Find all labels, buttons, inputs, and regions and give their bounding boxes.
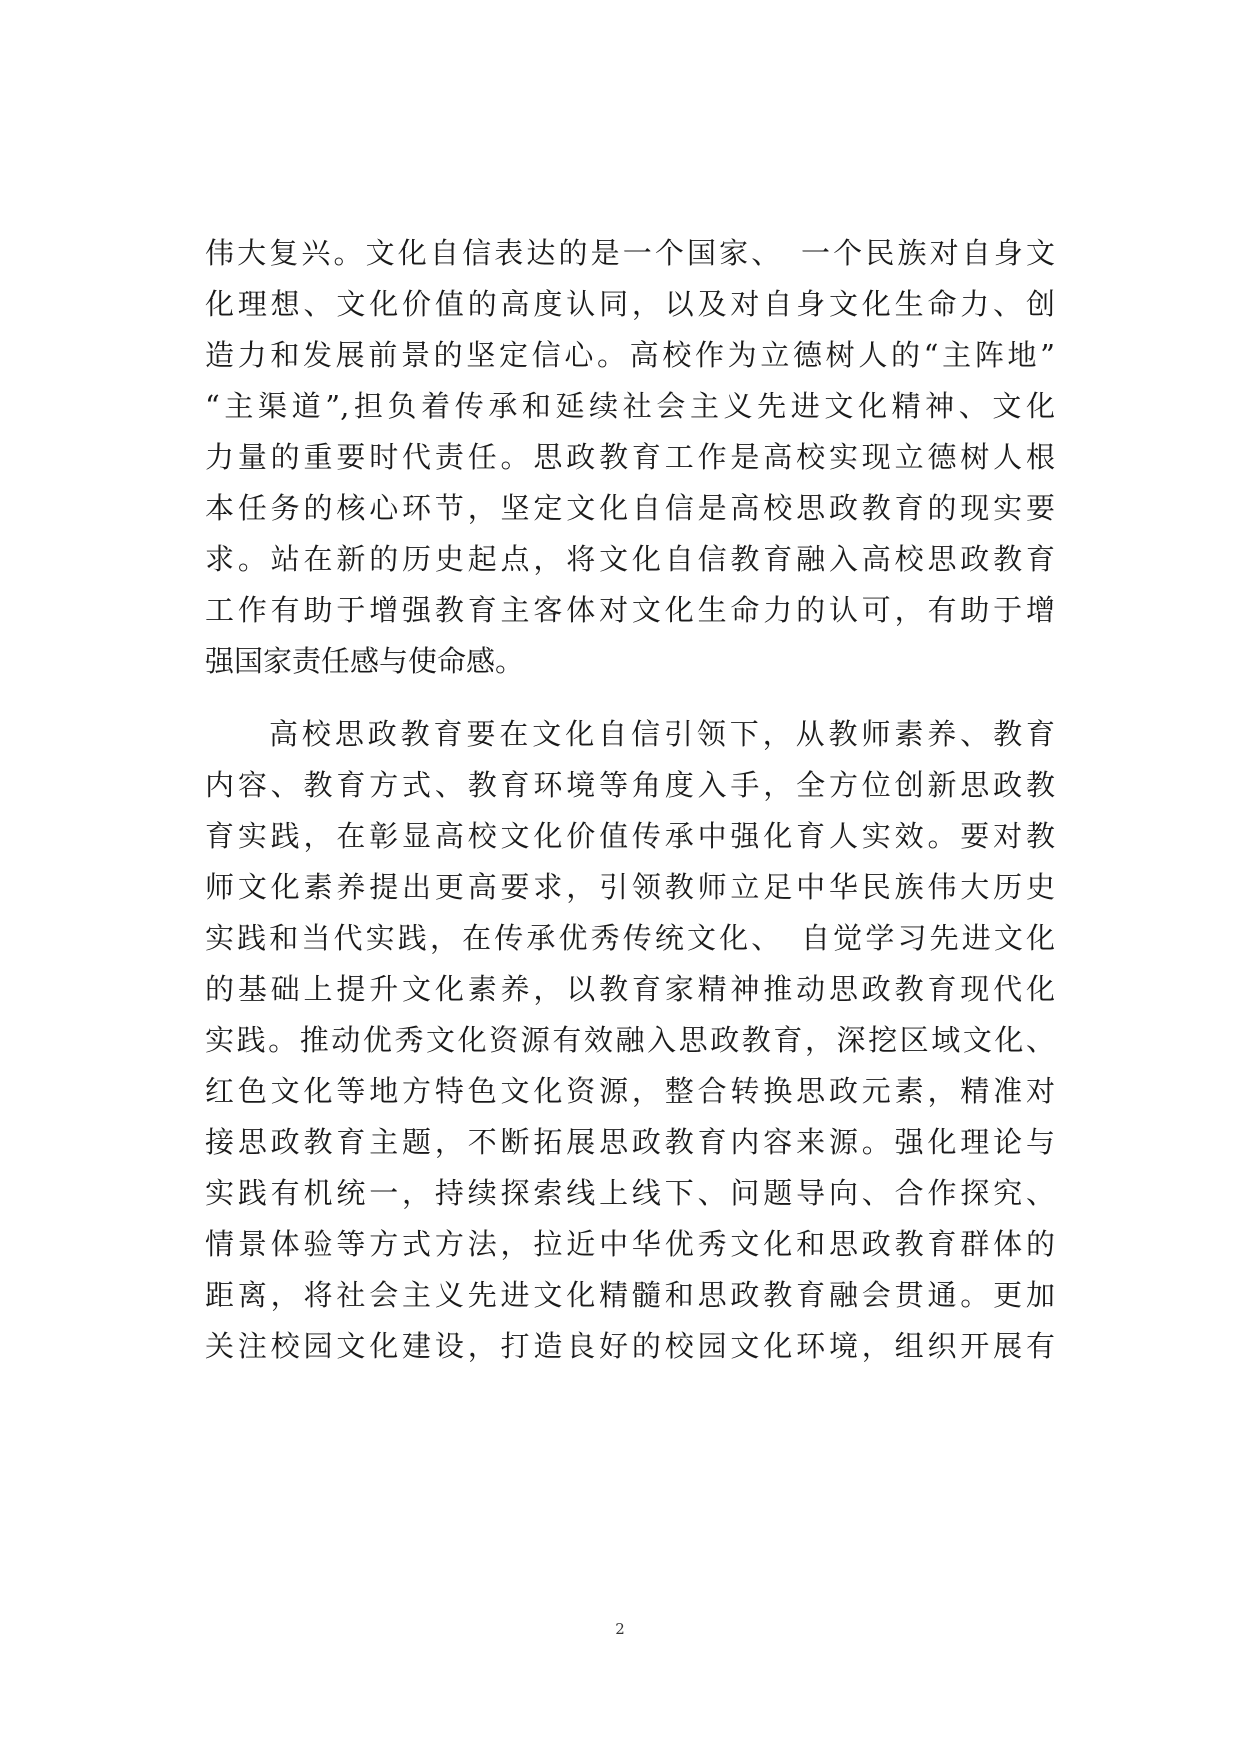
text-line: 强国家责任感与使命感。: [205, 644, 525, 678]
text-line: 化理想、文化价值的高度认同，以及对自身文化生命力、创: [205, 287, 1055, 321]
text-line: 本任务的核心环节，坚定文化自信是高校思政教育的现实要: [205, 491, 1055, 525]
paragraph-1: [205, 228, 1055, 687]
text-line: 求。站在新的历史起点，将文化自信教育融入高校思政教育: [205, 542, 1055, 576]
paragraph-2: [205, 709, 1055, 1372]
text-line: 接思政教育主题，不断拓展思政教育内容来源。强化理论与: [205, 1125, 1055, 1159]
text-line: 实践和当代实践，在传承优秀传统文化、 自觉学习先进文化: [205, 921, 1055, 955]
text-line: 关注校园文化建设，打造良好的校园文化环境，组织开展有: [205, 1329, 1055, 1363]
paragraph-gap: [205, 687, 1055, 709]
text-line: 工作有助于增强教育主客体对文化生命力的认可，有助于增: [205, 593, 1055, 627]
text-line: 师文化素养提出更高要求，引领教师立足中华民族伟大历史: [205, 870, 1055, 904]
text-line: 高校思政教育要在文化自信引领下，从教师素养、教育: [269, 717, 1055, 751]
text-line: 造力和发展前景的坚定信心。高校作为立德树人的“主阵地”: [205, 338, 1055, 372]
text-line: 实践。推动优秀文化资源有效融入思政教育，深挖区域文化、: [205, 1023, 1055, 1057]
text-line: 实践有机统一，持续探索线上线下、问题导向、合作探究、: [205, 1176, 1055, 1210]
text-line: 的基础上提升文化素养，以教育家精神推动思政教育现代化: [205, 972, 1055, 1006]
page-number: 2: [615, 1620, 625, 1638]
text-line: “主渠道”,担负着传承和延续社会主义先进文化精神、文化: [205, 389, 1055, 423]
text-line: 育实践，在彰显高校文化价值传承中强化育人实效。要对教: [205, 819, 1055, 853]
text-line: 内容、教育方式、教育环境等角度入手，全方位创新思政教: [205, 768, 1055, 802]
body-text: [205, 228, 1055, 1372]
text-line: 情景体验等方式方法，拉近中华优秀文化和思政教育群体的: [205, 1227, 1055, 1261]
text-line: 伟大复兴。文化自信表达的是一个国家、 一个民族对自身文: [205, 236, 1055, 270]
text-line: 力量的重要时代责任。思政教育工作是高校实现立德树人根: [205, 440, 1055, 474]
text-line: 距离，将社会主义先进文化精髓和思政教育融会贯通。更加: [205, 1278, 1055, 1312]
text-line: 红色文化等地方特色文化资源，整合转换思政元素，精准对: [205, 1074, 1055, 1108]
